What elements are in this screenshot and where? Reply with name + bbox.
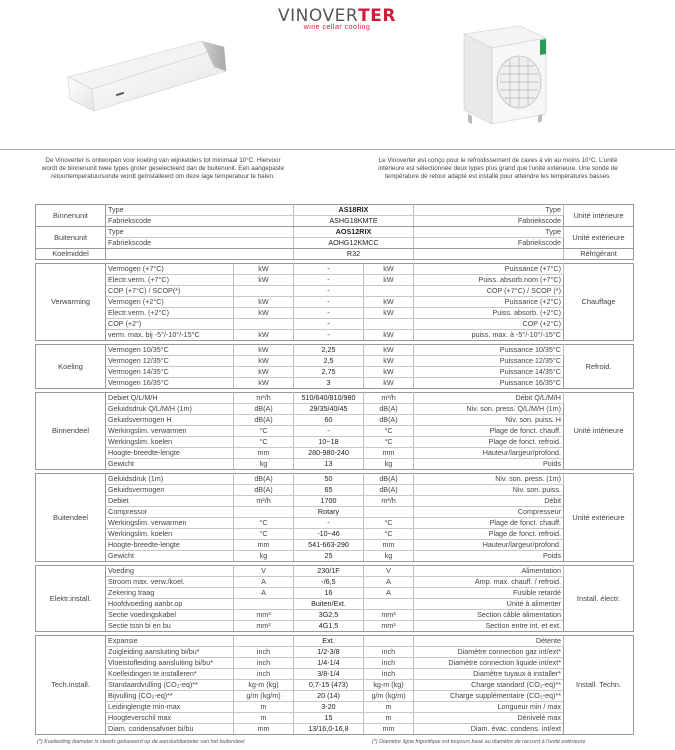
row-unit-nl: inch (234, 647, 294, 658)
table-row (36, 227, 634, 238)
row-label-fr: Puissance (+2°C) (414, 297, 564, 308)
row-unit-fr: kW (364, 367, 414, 378)
section-label-koeling-fr: Refroid. (564, 345, 634, 389)
table-row (36, 724, 634, 735)
row-label-fr: Niv. son. puiss. H (414, 415, 564, 426)
row-value: Buiten/Ext. (294, 599, 364, 610)
row-value: 16 (294, 588, 364, 599)
row-unit-nl: dB(A) (234, 404, 294, 415)
table-row (36, 610, 634, 621)
row-label-nl: Fabriekscode (106, 238, 294, 249)
table-row (36, 599, 634, 610)
table-row (36, 426, 634, 437)
row-unit-fr: kg-m (kg) (364, 680, 414, 691)
section-label-binnendeel-nl: Binnendeel (36, 393, 106, 470)
row-label-fr: COP (+2°C) (414, 319, 564, 330)
row-value: - (294, 286, 364, 297)
row-label-fr: Puissance (+7°C) (414, 264, 564, 275)
row-unit-fr (364, 286, 414, 297)
row-unit-fr: kW (364, 275, 414, 286)
row-label-fr: Diamètre tuyaux à installer* (414, 669, 564, 680)
row-value: 13 (294, 459, 364, 470)
table-row (36, 345, 634, 356)
row-unit-nl: kg-m (kg) (234, 680, 294, 691)
row-unit-fr: mm (364, 724, 414, 735)
row-label-nl: Vermogen 14/35°C (106, 367, 234, 378)
row-value: 0,7-15 (473) (294, 680, 364, 691)
table-row (36, 474, 634, 485)
row-unit-fr: kW (364, 264, 414, 275)
table-row (36, 529, 634, 540)
row-value: 3/8-1/4 (294, 669, 364, 680)
row-value: 2,25 (294, 345, 364, 356)
row-label-fr: Fusible retardé (414, 588, 564, 599)
row-unit-nl: °C (234, 426, 294, 437)
row-label-fr: Puissance 14/35°C (414, 367, 564, 378)
row-value: - (294, 308, 364, 319)
row-unit-fr: A (364, 577, 414, 588)
table-row (36, 249, 634, 260)
row-unit-nl: inch (234, 669, 294, 680)
row-label-nl: Debiet Q/L/M/H (106, 393, 234, 404)
row-value: 25 (294, 551, 364, 562)
row-label-nl: Geluidsvermogen H (106, 415, 234, 426)
row-unit-fr: mm (364, 540, 414, 551)
table-row (36, 485, 634, 496)
table-row (36, 437, 634, 448)
row-unit-fr (364, 599, 414, 610)
row-unit-nl: m³/h (234, 393, 294, 404)
row-label-nl: Sectie voedingskabel (106, 610, 234, 621)
row-label-fr: COP (+7°C) / SCOP (*) (414, 286, 564, 297)
row-label-fr: Fabriekscode (414, 216, 564, 227)
logo-tagline: wine cellar cooling (303, 24, 371, 31)
row-value: 1700 (294, 496, 364, 507)
row-unit-nl: dB(A) (234, 485, 294, 496)
table-row (36, 518, 634, 529)
row-value: - (294, 297, 364, 308)
table-row (36, 319, 634, 330)
footnote-fr: (*) Diamètre ligne frigorifique est toujours basé au diamètre de raccord à l'unité extérieure (372, 739, 586, 745)
row-label-fr: Type (414, 227, 564, 238)
table-row (36, 496, 634, 507)
row-unit-fr: kW (364, 356, 414, 367)
row-unit-nl: °C (234, 518, 294, 529)
row-label-fr: Section câble alimentation (414, 610, 564, 621)
row-label-nl: Geluidsdruk (1m) (106, 474, 234, 485)
row-label-fr: Plage de fonct. chauff. (414, 426, 564, 437)
row-label-fr: Niv. son. puiss. (414, 485, 564, 496)
row-value: -/6,5 (294, 577, 364, 588)
row-value: - (294, 330, 364, 341)
row-label-nl: Fabriekscode (106, 216, 294, 227)
row-label-nl: Electr.verm. (+2°C) (106, 308, 234, 319)
row-unit-fr: kg (364, 551, 414, 562)
table-row (36, 702, 634, 713)
row-unit-fr: dB(A) (364, 415, 414, 426)
table-row (36, 216, 634, 227)
row-label-nl: Geluidsdruk Q/L/M/H (1m) (106, 404, 234, 415)
row-value: 3G2,5 (294, 610, 364, 621)
row-unit-nl: mm (234, 448, 294, 459)
row-label-nl: Vermogen (+2°C) (106, 297, 234, 308)
row-label-nl: Hoogte-breedte-lengte (106, 448, 234, 459)
row-unit-fr: kW (364, 345, 414, 356)
row-label-nl: Vermogen 16/35°C (106, 378, 234, 389)
row-value: 50 (294, 474, 364, 485)
row-label-fr: Poids (414, 551, 564, 562)
group-label-fr: Unité extérieure (564, 227, 634, 249)
row-value: 280-980-240 (294, 448, 364, 459)
row-value: 29/35/40/45 (294, 404, 364, 415)
row-label-nl: Diam. condensafvoer bi/bu (106, 724, 234, 735)
section-label-verwarming-fr: Chauffage (564, 264, 634, 341)
table-row (36, 404, 634, 415)
row-value: 15 (294, 713, 364, 724)
footnote-nl: (*) Koelleiding diameter is steeds gebaseerd op de aansluitdiameter van het buitendeel (37, 739, 245, 745)
row-label-nl: Geluidsvermogen (106, 485, 234, 496)
row-label-fr: Puiss. absorb. (+2°C) (414, 308, 564, 319)
row-unit-nl: mm (234, 724, 294, 735)
row-label-fr: Dénivelé max (414, 713, 564, 724)
row-unit-fr: °C (364, 518, 414, 529)
row-value: Ext. (294, 636, 364, 647)
row-unit-fr: mm (364, 448, 414, 459)
row-unit-nl: kW (234, 264, 294, 275)
row-unit-nl: V (234, 566, 294, 577)
row-label-nl: Zekering traag (106, 588, 234, 599)
row-value: 4G1,5 (294, 621, 364, 632)
row-label-nl: Voeding (106, 566, 234, 577)
row-unit-fr: inch (364, 658, 414, 669)
row-value: 1/4-1/4 (294, 658, 364, 669)
row-label-nl: Type (106, 205, 294, 216)
table-row (36, 540, 634, 551)
row-label-nl: Stroom max. verw./koel. (106, 577, 234, 588)
row-unit-fr (364, 636, 414, 647)
table-row (36, 297, 634, 308)
row-unit-fr: °C (364, 437, 414, 448)
row-unit-nl (234, 636, 294, 647)
row-label-nl: COP (+2°) (106, 319, 234, 330)
row-unit-fr: dB(A) (364, 485, 414, 496)
row-unit-nl (234, 319, 294, 330)
row-label-nl: Bijvulling (CO₂-eq)** (106, 691, 234, 702)
section-label-buitendeel-fr: Unité extérieure (564, 474, 634, 562)
row-label-nl: COP (+7°C) / SCOP(*) (106, 286, 234, 297)
row-unit-fr: A (364, 588, 414, 599)
row-label-fr: Débit Q/L/M/H (414, 393, 564, 404)
group-label-nl: Buitenunit (36, 227, 106, 249)
row-value: 2,75 (294, 367, 364, 378)
row-unit-fr: inch (364, 669, 414, 680)
row-label-nl: Werkingslim. koelen (106, 529, 234, 540)
row-label-fr: puiss. max. à -5°/-10°/-15°C (414, 330, 564, 341)
outdoor-unit-image (458, 24, 550, 132)
row-unit-fr: °C (364, 426, 414, 437)
row-value: Rotary (294, 507, 364, 518)
product-header (0, 0, 675, 150)
row-label-nl: Werkingslim. verwarmen (106, 426, 234, 437)
row-unit-fr: °C (364, 529, 414, 540)
table-row (36, 356, 634, 367)
row-value: AOHG12KMCC (294, 238, 414, 249)
row-unit-nl: kW (234, 345, 294, 356)
row-unit-nl: °C (234, 529, 294, 540)
row-label-fr: Puissance 16/35°C (414, 378, 564, 389)
row-unit-nl: mm² (234, 621, 294, 632)
row-unit-fr: m (364, 713, 414, 724)
table-row (36, 680, 634, 691)
section-label-elektr-fr: Install. électr. (564, 566, 634, 632)
row-unit-nl: kg (234, 459, 294, 470)
table-row (36, 459, 634, 470)
row-value: 3 (294, 378, 364, 389)
row-value: - (294, 275, 364, 286)
row-label-fr: Niv. son. press. (1m) (414, 474, 564, 485)
row-value: 13/16,0-16,8 (294, 724, 364, 735)
row-value: - (294, 518, 364, 529)
table-row (36, 378, 634, 389)
row-label-fr: Charge standard (CO₂-eq)** (414, 680, 564, 691)
table-row (36, 566, 634, 577)
table-row (36, 588, 634, 599)
row-value: -10~46 (294, 529, 364, 540)
row-label-nl: Zuigleiding aansluiting bi/bu* (106, 647, 234, 658)
row-label-fr: Plage de fonct. refroid. (414, 529, 564, 540)
table-row (36, 264, 634, 275)
row-value: 230/1F (294, 566, 364, 577)
table-row (36, 669, 634, 680)
table-row (36, 367, 634, 378)
row-unit-nl: kW (234, 367, 294, 378)
row-label-nl: Hoofdvoeding aanbr.op (106, 599, 234, 610)
row-value: - (294, 264, 364, 275)
row-label-fr: Amp. max. chauff. / refroid. (414, 577, 564, 588)
row-unit-nl (234, 286, 294, 297)
row-label-fr: Détente (414, 636, 564, 647)
row-label-nl: Compressor (106, 507, 234, 518)
row-label-nl: Electr.verm. (+7°C) (106, 275, 234, 286)
row-unit-fr: mm² (364, 610, 414, 621)
row-unit-nl: °C (234, 437, 294, 448)
row-label-fr: Diam. évac. condens. int/ext (414, 724, 564, 735)
row-unit-nl: kW (234, 308, 294, 319)
row-label-fr: Poids (414, 459, 564, 470)
row-label-nl: Expansie (106, 636, 234, 647)
row-label-nl: Hoogteverschil max (106, 713, 234, 724)
row-value: - (294, 426, 364, 437)
row-label-nl: Vermogen 12/35°C (106, 356, 234, 367)
row-unit-fr: kW (364, 330, 414, 341)
row-unit-nl: kW (234, 297, 294, 308)
section-label-koeling-nl: Koeling (36, 345, 106, 389)
row-label-fr: Puissance 12/35°C (414, 356, 564, 367)
table-row (36, 205, 634, 216)
row-label-fr: Alimentation (414, 566, 564, 577)
row-label-fr: Plage de fonct. chauff. (414, 518, 564, 529)
empty-cell (106, 249, 294, 260)
row-unit-fr (364, 319, 414, 330)
row-label-nl: Debiet (106, 496, 234, 507)
row-label-nl: Leidinglengte min-max (106, 702, 234, 713)
row-label-nl: Vermogen (+7°C) (106, 264, 234, 275)
row-value: 2,5 (294, 356, 364, 367)
group-label-nl: Binnenunit (36, 205, 106, 227)
row-unit-fr: kg (364, 459, 414, 470)
row-label-fr: Plage de fonct. refroid. (414, 437, 564, 448)
table-row (36, 647, 634, 658)
row-unit-fr: mm² (364, 621, 414, 632)
row-value: AS18RIX (294, 205, 414, 216)
table-row (36, 238, 634, 249)
section-label-elektr-nl: Elektr.install. (36, 566, 106, 632)
specification-table (35, 204, 634, 735)
row-label-nl: Vloeistofleiding aansluiting bi/bu* (106, 658, 234, 669)
section-label-buitendeel-nl: Buitendeel (36, 474, 106, 562)
row-unit-fr: inch (364, 647, 414, 658)
table-row (36, 275, 634, 286)
logo-word-part-1: VINOVER (278, 6, 359, 26)
table-row (36, 658, 634, 669)
row-unit-fr: m³/h (364, 496, 414, 507)
row-label-fr: Débit (414, 496, 564, 507)
table-row (36, 551, 634, 562)
row-unit-nl: A (234, 588, 294, 599)
table-row (36, 393, 634, 404)
table-row (36, 286, 634, 297)
intro-text-nl: De Vinoverter is ontworpen voor koeling van wijnkelders tot minimaal 10°C. Hiervoor wordt de binnenunit twee types groter geselecteerd dan de buitenunit. Een aangepaste retourtemperatuursonde wordt geïnstalleerd om deze lage temperatuur te halen. (41, 157, 285, 181)
row-value: 1/2-3/8 (294, 647, 364, 658)
row-unit-nl: A (234, 577, 294, 588)
row-label-nl: Koelleidingen te installeren* (106, 669, 234, 680)
group-label-fr: Unité intérieure (564, 205, 634, 227)
row-label-nl: Type (106, 227, 294, 238)
row-label-fr: Hauteur/largeur/profond. (414, 448, 564, 459)
logo-word-part-2: TER (358, 6, 396, 26)
table-row (36, 507, 634, 518)
row-label-fr: Type (414, 205, 564, 216)
row-value: 10~18 (294, 437, 364, 448)
row-label-fr: Puiss. absorb.nom (+7°C) (414, 275, 564, 286)
row-label-nl: Werkingslim. verwarmen (106, 518, 234, 529)
row-label-nl: Gewicht (106, 459, 234, 470)
table-row (36, 330, 634, 341)
row-label-nl: Sectie tssn bi en bu (106, 621, 234, 632)
group-label-fr: Réfrigérant (564, 249, 634, 260)
row-label-nl: Werkingslim. koelen (106, 437, 234, 448)
row-unit-nl: dB(A) (234, 415, 294, 426)
table-row (36, 636, 634, 647)
table-row (36, 713, 634, 724)
row-value: 541-663-290 (294, 540, 364, 551)
row-value: 65 (294, 485, 364, 496)
table-row (36, 691, 634, 702)
row-unit-nl (234, 507, 294, 518)
row-value: 60 (294, 415, 364, 426)
row-unit-nl: kW (234, 275, 294, 286)
row-unit-nl: kW (234, 330, 294, 341)
row-unit-nl: kg (234, 551, 294, 562)
table-row (36, 308, 634, 319)
row-unit-fr (364, 507, 414, 518)
row-unit-nl: mm² (234, 610, 294, 621)
row-unit-nl: m (234, 713, 294, 724)
row-label-nl: Vermogen 10/35°C (106, 345, 234, 356)
table-row (36, 621, 634, 632)
row-label-nl: verm. max. bij -5°/-10°/-15°C (106, 330, 234, 341)
row-value: AOS12RIX (294, 227, 414, 238)
section-label-verwarming-nl: Verwarming (36, 264, 106, 341)
row-value: - (294, 319, 364, 330)
row-label-fr: Hauteur/largeur/profond. (414, 540, 564, 551)
row-unit-nl: inch (234, 658, 294, 669)
empty-cell (414, 249, 564, 260)
section-label-tech-nl: Tech.install. (36, 636, 106, 735)
row-label-nl: Gewicht (106, 551, 234, 562)
table-row (36, 448, 634, 459)
row-unit-fr: V (364, 566, 414, 577)
row-unit-nl: kW (234, 378, 294, 389)
row-unit-nl: dB(A) (234, 474, 294, 485)
row-unit-nl: kW (234, 356, 294, 367)
row-unit-nl: g/m (kg/m) (234, 691, 294, 702)
row-value: 20 (14) (294, 691, 364, 702)
row-label-fr: Compresseur (414, 507, 564, 518)
row-unit-fr: dB(A) (364, 474, 414, 485)
table-row (36, 415, 634, 426)
row-unit-fr: kW (364, 378, 414, 389)
row-unit-fr: kW (364, 308, 414, 319)
row-label-fr: Charge supplémentaire (CO₂-eq)** (414, 691, 564, 702)
section-label-binnendeel-fr: Unité intérieure (564, 393, 634, 470)
vinoverter-logo (272, 6, 402, 31)
row-unit-fr: m (364, 702, 414, 713)
group-label-nl: Koelmiddel (36, 249, 106, 260)
row-label-fr: Niv. son. press. Q/L/M/H (1m) (414, 404, 564, 415)
row-value: 510/640/810/980 (294, 393, 364, 404)
row-value: 3-20 (294, 702, 364, 713)
row-value: ASHG18KMTE (294, 216, 414, 227)
row-unit-nl (234, 599, 294, 610)
intro-text-fr: Le Vinoverter est conçu pour le refroidissement de caves à vin au moins 10°C. L'unité intérieure est sélectionnée deux types plus grand que l'unité extérieure. Une sonde de température de retour adapté est installé pour atteindre les températures basses. (378, 157, 618, 181)
indoor-unit-image (64, 37, 232, 113)
row-label-fr: Fabriekscode (414, 238, 564, 249)
row-label-fr: Unité à alimenter (414, 599, 564, 610)
row-label-fr: Diamètre connection liquide int/ext* (414, 658, 564, 669)
row-unit-fr: g/m (kg/m) (364, 691, 414, 702)
row-label-fr: Diamètre connection gaz int/ext* (414, 647, 564, 658)
row-label-fr: Section entre int. et ext. (414, 621, 564, 632)
row-unit-fr: dB(A) (364, 404, 414, 415)
row-label-nl: Hoogte-breedte-lengte (106, 540, 234, 551)
section-label-tech-fr: Install. Techn. (564, 636, 634, 735)
table-row (36, 577, 634, 588)
row-unit-fr: kW (364, 297, 414, 308)
row-value: R32 (294, 249, 414, 260)
row-unit-nl: m³/h (234, 496, 294, 507)
row-label-nl: Standaardvulling (CO₂-eq)** (106, 680, 234, 691)
row-label-fr: Longueur min / max (414, 702, 564, 713)
row-unit-fr: m³/h (364, 393, 414, 404)
row-label-fr: Puissance 10/35°C (414, 345, 564, 356)
row-unit-nl: mm (234, 540, 294, 551)
row-unit-nl: m (234, 702, 294, 713)
